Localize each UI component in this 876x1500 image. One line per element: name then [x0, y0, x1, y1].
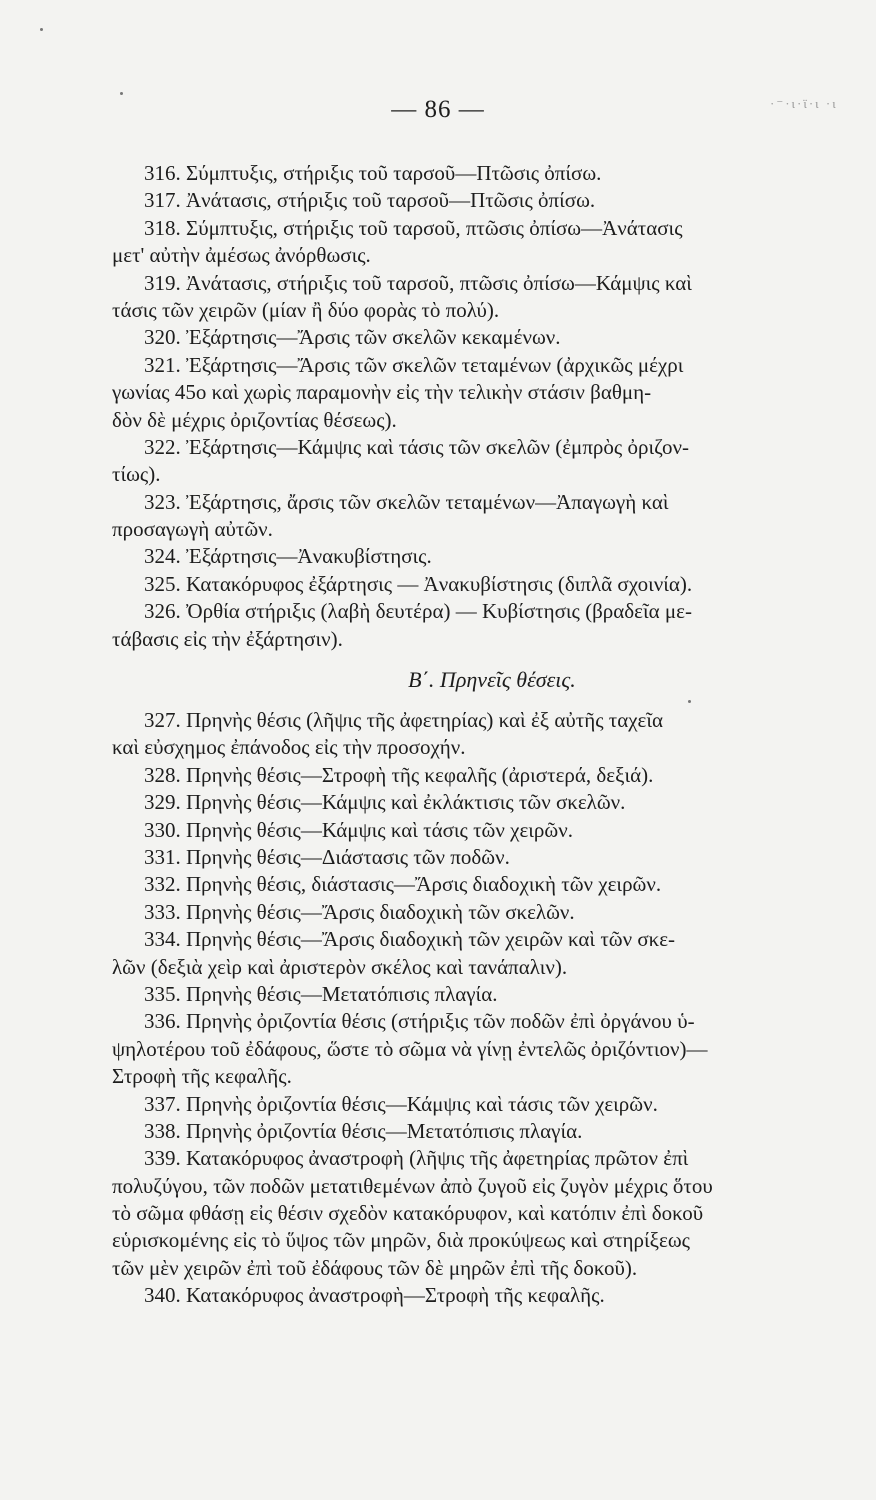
text-line: μετ' αὐτὴν ἀμέσως ἀνόρθωσις.	[112, 243, 371, 268]
text-line: τάβασις εἰς τὴν ἐξάρτησιν).	[112, 626, 343, 651]
text-line: τῶν μὲν χειρῶν ἐπὶ τοῦ ἐδάφους τῶν δὲ μηρῶν ἐπὶ τῆς δοκοῦ).	[112, 1255, 638, 1280]
text-line: Στροφὴ τῆς κεφαλῆς.	[112, 1064, 292, 1089]
text-line: 316. Σύμπτυξις, στήριξις τοῦ ταρσοῦ—Πτῶσις ὀπίσω.	[144, 161, 602, 185]
text-line: προσαγωγὴ αὐτῶν.	[112, 517, 273, 542]
page-number: — 86 —	[391, 96, 485, 123]
text-line: 326. Ὀρθία στήριξις (λαβὴ δευτέρα) — Κυβίστησις (βραδεῖα με-	[144, 599, 692, 624]
text-line: ψηλοτέρου τοῦ ἐδάφους, ὥστε τὸ σῶμα νὰ γίνῃ ἐντελῶς ὀριζόντιον)—	[112, 1036, 708, 1061]
ink-speck	[40, 28, 43, 31]
body-text	[112, 160, 852, 1310]
text-line: 340. Κατακόρυφος ἀναστροφὴ—Στροφὴ τῆς κεφαλῆς.	[144, 1283, 605, 1308]
ink-speck	[120, 92, 123, 95]
text-line: 328. Πρηνὴς θέσις—Στροφὴ τῆς κεφαλῆς (ἀριστερά, δεξιά).	[144, 762, 654, 787]
text-line: 330. Πρηνὴς θέσις—Κάμψις καὶ τάσις τῶν χειρῶν.	[144, 817, 573, 842]
text-line: 317. Ἀνάτασις, στήριξις τοῦ ταρσοῦ—Πτῶσις ὀπίσω.	[144, 188, 596, 213]
text-line: λῶν (δεξιὰ χεὶρ καὶ ἀριστερὸν σκέλος καὶ τανάπαλιν).	[112, 954, 568, 979]
text-line: 329. Πρηνὴς θέσις—Κάμψις καὶ ἐκλάκτισις τῶν σκελῶν.	[144, 790, 626, 815]
text-line: τὸ σῶμα φθάσῃ εἰς θέσιν σχεδὸν κατακόρυφον, καὶ κατόπιν ἐπὶ δοκοῦ	[112, 1201, 704, 1226]
text-line: 339. Κατακόρυφος ἀναστροφὴ (λῆψις τῆς ἀφετηρίας πρῶτον ἐπὶ	[144, 1146, 689, 1171]
text-line: 325. Κατακόρυφος ἐξάρτησις — Ἀνακυβίστησις (διπλᾶ σχοινία).	[144, 571, 693, 596]
text-line: 320. Ἐξάρτησις—Ἄρσις τῶν σκελῶν κεκαμένων.	[144, 325, 561, 350]
text-line: δὸν δὲ μέχρις ὀριζοντίας θέσεως).	[112, 407, 397, 432]
text-line: εὑρισκομένης εἰς τὸ ὕψος τῶν μηρῶν, διὰ προκύψεως καὶ στηρίξεως	[112, 1228, 690, 1253]
text-line: 335. Πρηνὴς θέσις—Μετατόπισις πλαγία.	[144, 981, 498, 1006]
text-line: 321. Ἐξάρτησις—Ἄρσις τῶν σκελῶν τεταμένων (ἀρχικῶς μέχρι	[144, 352, 684, 377]
paragraph-group-after	[112, 707, 852, 1310]
text-line: 318. Σύμπτυξις, στήριξις τοῦ ταρσοῦ, πτῶσις ὀπίσω—Ἀνάτασις	[144, 215, 683, 240]
text-line: 331. Πρηνὴς θέσις—Διάστασις τῶν ποδῶν.	[144, 844, 510, 869]
text-line: 322. Ἐξάρτησις—Κάμψις καὶ τάσις τῶν σκελῶν (ἐμπρὸς ὀριζον-	[144, 434, 689, 459]
text-line: τίως).	[112, 462, 161, 487]
text-line: 323. Ἐξάρτησις, ἄρσις τῶν σκελῶν τεταμένων—Ἀπαγωγὴ καὶ	[144, 489, 669, 514]
section-heading: Β΄. Πρηνεῖς θέσεις.	[408, 667, 576, 693]
text-line: πολυζύγου, τῶν ποδῶν μετατιθεμένων ἀπὸ ζυγοῦ εἰς ζυγὸν μέχρις ὅτου	[112, 1173, 713, 1198]
text-line: γωνίας 45ο καὶ χωρὶς παραμονὴν εἰς τὴν τελικὴν στάσιν βαθμη-	[112, 380, 652, 405]
ink-speck	[688, 700, 691, 703]
text-line: 324. Ἐξάρτησις—Ἀνακυβίστησις.	[144, 544, 432, 569]
text-line: 337. Πρηνὴς ὀριζοντία θέσις—Κάμψις καὶ τάσις τῶν χειρῶν.	[144, 1091, 658, 1116]
text-line: 338. Πρηνὴς ὀριζοντία θέσις—Μετατόπισις πλαγία.	[144, 1118, 583, 1143]
text-line: τάσις τῶν χειρῶν (μίαν ἢ δύο φορὰς τὸ πολύ).	[112, 297, 500, 322]
text-line: καὶ εὐσχημος ἐπάνοδος εἰς τὴν προσοχήν.	[112, 735, 466, 760]
corner-mark: ·⁻·ι·ϊ·ι ·ι	[770, 96, 838, 111]
text-line: 333. Πρηνὴς θέσις—Ἄρσις διαδοχικὴ τῶν σκελῶν.	[144, 899, 575, 924]
text-line: 327. Πρηνὴς θέσις (λῆψις τῆς ἀφετηρίας) καὶ ἐξ αὐτῆς ταχεῖα	[144, 708, 663, 733]
text-line: 336. Πρηνὴς ὀριζοντία θέσις (στήριξις τῶν ποδῶν ἐπὶ ὀργάνου ὑ-	[144, 1009, 695, 1034]
text-line: 334. Πρηνὴς θέσις—Ἄρσις διαδοχικὴ τῶν χειρῶν καὶ τῶν σκε-	[144, 927, 676, 952]
text-line: 319. Ἀνάτασις, στήριξις τοῦ ταρσοῦ, πτῶσις ὀπίσω—Κάμψις καὶ	[144, 270, 692, 295]
text-line: 332. Πρηνὴς θέσις, διάστασις—Ἄρσις διαδοχικὴ τῶν χειρῶν.	[144, 872, 662, 897]
paragraph-group-before	[112, 160, 852, 653]
